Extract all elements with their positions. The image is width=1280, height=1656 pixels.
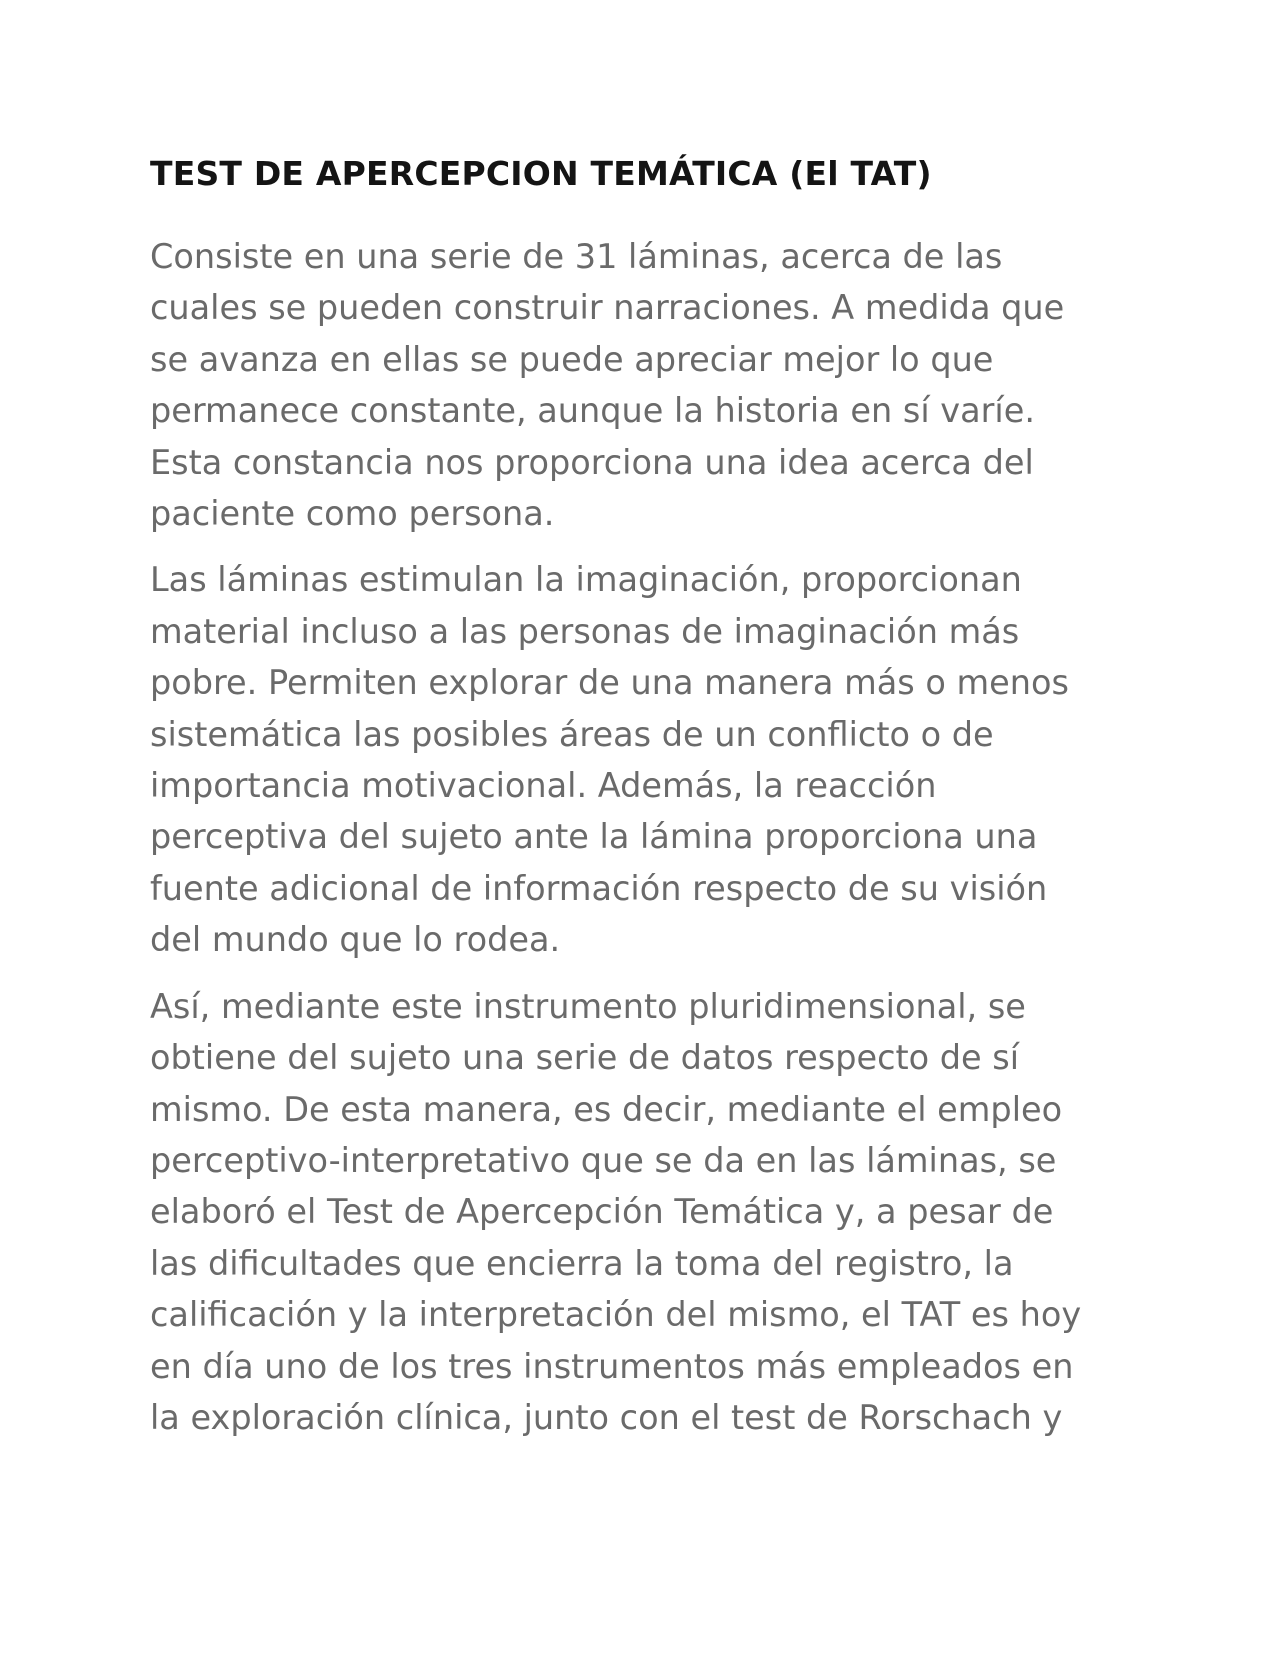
page-title: TEST DE APERCEPCION TEMÁTICA (El TAT) [150, 154, 932, 193]
paragraph-3: Así, mediante este instrumento pluridimensional, se obtiene del sujeto una serie de datos respecto de sí mismo. De esta manera, es decir, mediante el empleo perceptivo-interpretativo que se da en las láminas, se elaboró el Test de Apercepción Temática y, a pesar de las dificultades que encierra la toma del registro, la calificación y la interpretación del mismo, el TAT es hoy en día uno de los tres instrumentos más empleados en la exploración clínica, junto con el test de Rorschach y [150, 986, 1082, 1437]
paragraph-1: Consiste en una serie de 31 láminas, acerca de las cuales se pueden construir narraciones. A medida que se avanza en ellas se puede apreciar mejor lo que permanece constante, aunque la historia en sí varíe. Esta constancia nos proporciona una idea acerca del paciente como persona. [150, 237, 1065, 534]
paragraph-2: Las láminas estimulan la imaginación, proporcionan material incluso a las personas de imaginación más pobre. Permiten explorar de una manera más o menos sistemática las posibles áreas de un conflicto o de importancia motivacional. Además, la reacción perceptiva del sujeto ante la lámina proporciona una fuente adicional de información respecto de su visión del mundo que lo rodea. [150, 560, 1069, 960]
document-body [150, 150, 1150, 1443]
